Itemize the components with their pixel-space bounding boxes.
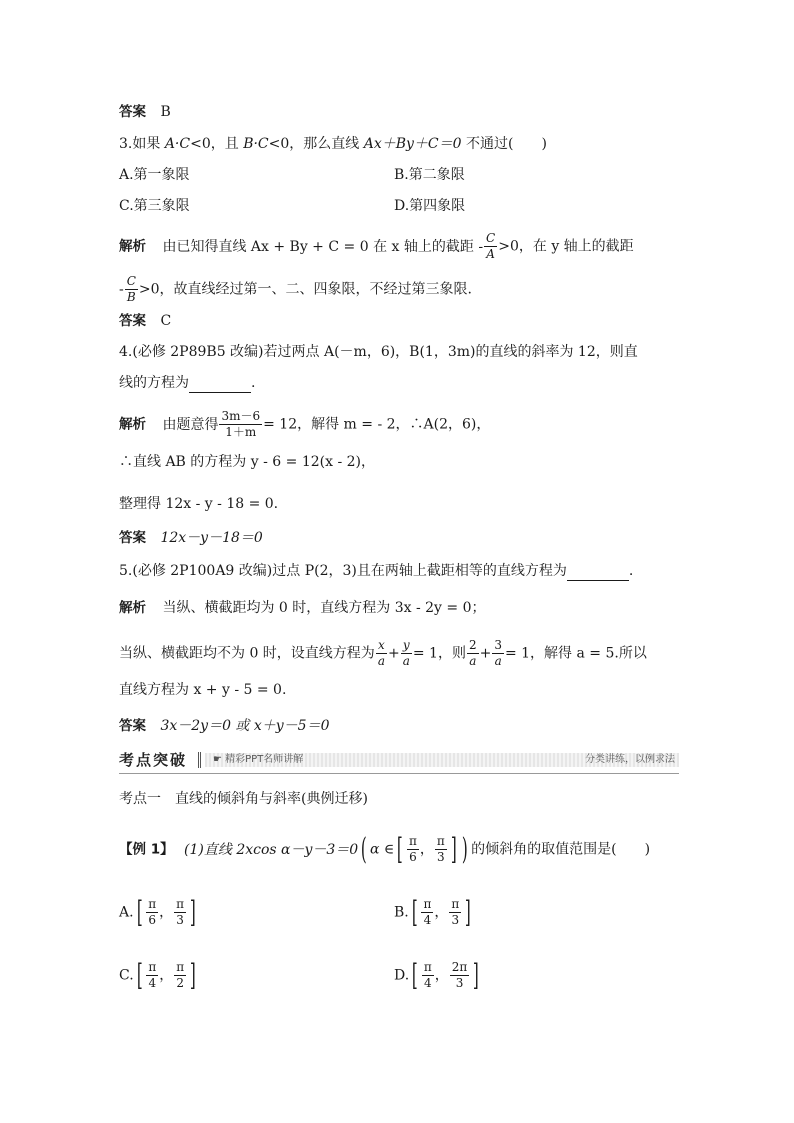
numerator: y (401, 638, 412, 654)
numerator: 2 (468, 638, 477, 652)
option-b: B.第二象限 (394, 167, 465, 183)
solution-text: - (119, 281, 124, 298)
left-bracket: [ (136, 894, 143, 930)
stem-text: 5.(必修 2P100A9 改编)过点 P(2，3)且在两轴上截距相等的直线方程为 (119, 563, 567, 579)
answer-line (119, 311, 171, 331)
question-4-stem: 4.(必修 2P89B5 改编)若过两点 A(－m，6)，B(1，3m)的直线的斜率为 12，则直 (119, 344, 638, 360)
numerator: x (376, 638, 387, 654)
numerator: π (148, 960, 157, 974)
fraction (449, 897, 461, 928)
fraction (401, 638, 412, 669)
numerator: 3 (494, 638, 502, 652)
divider (119, 773, 679, 774)
answer-line (119, 102, 171, 122)
question-4-stem-line2 (119, 373, 255, 393)
fraction (484, 231, 497, 262)
solution-text: >0，故直线经过第一、二、四象限，不经过第三象限. (138, 281, 473, 298)
numerator: π (423, 897, 432, 911)
solution-line (119, 274, 472, 305)
denominator: 4 (424, 976, 432, 990)
stem-equation: Ax＋By＋C＝0 (363, 136, 462, 152)
solution-text: 由题意得 (162, 416, 219, 433)
operator: + (387, 645, 400, 662)
option-c: C.第三象限 (119, 198, 190, 214)
solution-line (119, 409, 490, 440)
stem-text: 不通过( ) (461, 136, 547, 152)
question-5-stem (119, 561, 633, 581)
numerator: C (126, 274, 136, 288)
left-bracket: [ (136, 957, 143, 993)
stem-text: <0，且 (190, 136, 244, 152)
denominator: 3 (455, 976, 464, 990)
answer-value: 3x－2y＝0 或 x＋y－5＝0 (160, 718, 330, 734)
operator: + (479, 645, 492, 662)
solution-line (119, 598, 486, 618)
right-paren: ) (462, 831, 469, 867)
solution-line (119, 231, 634, 262)
right-bracket: ] (473, 957, 480, 993)
example-option-a: A.[ $\frac{\pi}{6}$ ， $\frac{\pi}{3}$ ] (119, 894, 196, 930)
fraction (376, 638, 387, 669)
option-label: A. (119, 904, 134, 921)
answer-blank (567, 566, 629, 581)
answer-line (119, 528, 263, 548)
denominator: a (402, 654, 410, 668)
stem-text: 的倾斜角的取值范围是( ) (471, 841, 651, 858)
solution-text: 当纵、横截距均不为 0 时，设直线方程为 (119, 645, 375, 662)
denominator: a (494, 654, 502, 668)
section-title: 考点突破 (119, 749, 203, 771)
option-label: D. (394, 967, 410, 984)
numerator: π (176, 897, 185, 911)
numerator: C (486, 231, 496, 245)
denominator: 2 (176, 976, 185, 990)
numerator: π (148, 897, 157, 911)
fraction (125, 274, 138, 305)
answer-value: C (160, 313, 172, 329)
numerator: π (408, 834, 417, 848)
denominator: 1＋m (225, 425, 257, 439)
solution-line: ∴直线 AB 的方程为 y - 6 = 12(x - 2)， (119, 454, 375, 470)
answer-label: 答案 (119, 530, 146, 546)
fraction (422, 960, 434, 991)
fraction (492, 638, 504, 669)
example-option-d: D.[ $\frac{\pi}{4}$ ， $\frac{2\pi}{3}$ ] (394, 957, 480, 993)
solution-text: 当纵、横截距均为 0 时，直线方程为 3x - 2y = 0； (162, 600, 486, 616)
numerator: π (176, 960, 185, 974)
stem-text: <0，那么直线 (268, 136, 364, 152)
solution-label: 解析 (119, 238, 146, 255)
answer-label: 答案 (119, 104, 146, 120)
left-paren: ( (361, 831, 368, 867)
option-label: C. (119, 967, 134, 984)
stem-text: . (251, 375, 256, 391)
numerator: 3m－6 (221, 409, 261, 423)
stem-math: B·C (243, 136, 269, 152)
denominator: a (377, 654, 385, 668)
answer-label: 答案 (119, 313, 146, 329)
answer-blank (189, 378, 251, 393)
right-bracket: ] (189, 894, 196, 930)
denominator: 6 (409, 850, 417, 864)
option-label: B. (394, 904, 409, 921)
section-right-caption: 分类讲练，以例求法 (585, 754, 675, 765)
section-header-bar (119, 749, 679, 771)
solution-line (119, 638, 647, 669)
question-3-stem (119, 134, 547, 154)
option-a: A.第一象限 (119, 167, 190, 183)
denominator: 3 (451, 913, 460, 927)
answer-value: 12x－y－18＝0 (160, 530, 263, 546)
stem-text: 线的方程为 (119, 375, 189, 391)
solution-text: >0，在 y 轴上的截距 (498, 238, 634, 255)
solution-text: = 12，解得 m = - 2，∴A(2，6)， (263, 416, 491, 433)
right-bracket: ] (190, 957, 196, 993)
answer-label: 答案 (119, 718, 146, 734)
fraction (174, 897, 186, 928)
left-bracket: [ (411, 894, 418, 930)
right-bracket: ] (465, 894, 472, 930)
fraction (146, 960, 158, 991)
stem-text: . (628, 563, 634, 579)
denominator: 3 (176, 913, 184, 927)
answer-value: B (160, 104, 171, 120)
answer-line (119, 716, 330, 736)
example-option-c: C.[ $\frac{\pi}{4}$ ， $\frac{\pi}{2}$ ] (119, 957, 196, 993)
section-subtitle: ☛ 精彩PPT名师讲解 (213, 754, 304, 765)
stem-equation: (1)直线 2xcos α－y－3＝0 (184, 841, 359, 858)
denominator: 4 (423, 913, 432, 927)
fraction (174, 960, 186, 991)
fraction (435, 834, 447, 865)
numerator: 2π (451, 960, 468, 974)
fraction (421, 897, 433, 928)
numerator: π (423, 960, 432, 974)
example-1-stem: 【例 1】 (1)直线 2xcos α－y－3＝0( α ∈[ $\frac{\pi}{6}$ ， $\frac{\pi}{3}$ ] ) 的倾斜角的取值范围是( ) (119, 831, 651, 867)
fraction (467, 638, 479, 669)
example-label: 【例 1】 (119, 841, 174, 858)
solution-label: 解析 (119, 600, 146, 616)
example-option-b: B.[ $\frac{\pi}{4}$ ， $\frac{\pi}{3}$ ] (394, 894, 472, 930)
stem-math: α ∈ (369, 841, 395, 858)
denominator: A (486, 247, 495, 261)
right-bracket: ] (450, 831, 457, 867)
denominator: 3 (436, 850, 445, 864)
fraction (450, 960, 470, 991)
topic-heading: 考点一 直线的倾斜角与斜率(典例迁移) (119, 791, 368, 807)
left-bracket: [ (397, 831, 404, 867)
fraction (219, 409, 262, 440)
fraction (407, 834, 419, 865)
denominator: 4 (148, 976, 157, 990)
stem-text: 3.如果 (119, 136, 165, 152)
solution-line: 直线方程为 x + y - 5 = 0. (119, 682, 287, 698)
solution-text: = 1，解得 a = 5.所以 (504, 645, 647, 662)
solution-text: = 1，则 (412, 645, 466, 662)
solution-label: 解析 (119, 416, 146, 433)
numerator: π (436, 834, 445, 848)
solution-text: 由已知得直线 Ax + By + C = 0 在 x 轴上的截距 - (162, 238, 484, 255)
option-d: D.第四象限 (394, 198, 466, 214)
denominator: a (469, 654, 477, 668)
solution-line: 整理得 12x - y - 18 = 0. (119, 496, 279, 512)
left-bracket: [ (412, 957, 418, 993)
stem-math: A·C (164, 136, 191, 152)
denominator: 6 (148, 913, 157, 927)
fraction (146, 897, 158, 928)
denominator: B (126, 290, 136, 304)
numerator: π (451, 897, 460, 911)
